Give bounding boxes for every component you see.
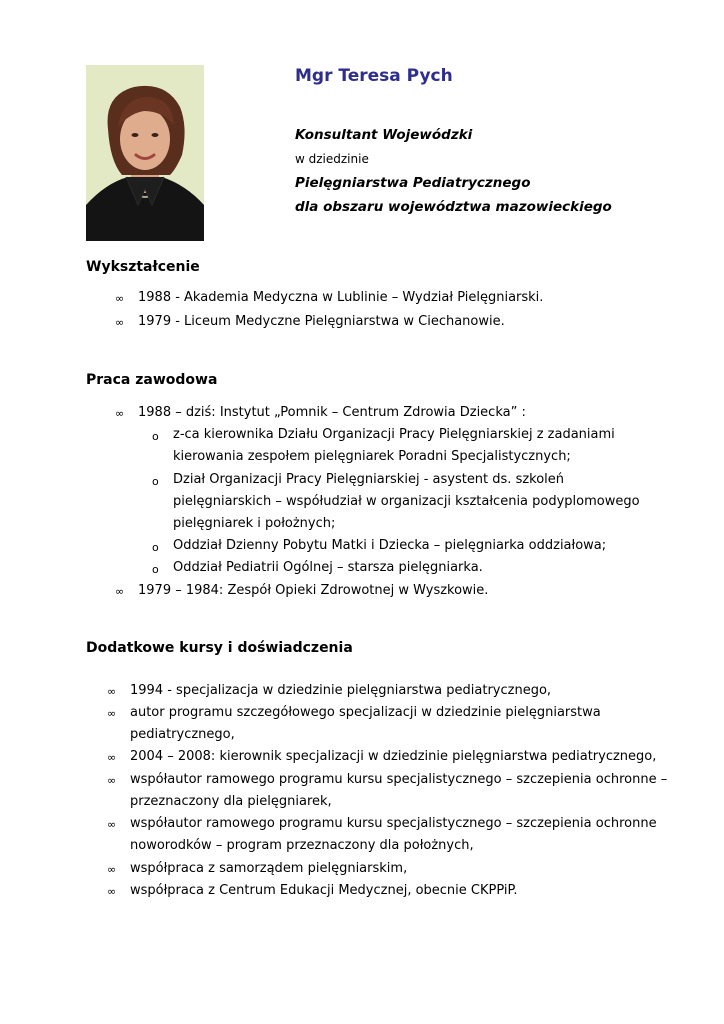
role-field-prefix: w dziedzinie [295, 152, 369, 166]
list-item: 1994 - specjalizacja w dziedzinie pielęgniarstwa pediatrycznego, [130, 683, 552, 698]
list-item-continued: przeznaczony dla pielęgniarek, [130, 794, 332, 809]
list-item: współautor ramowego programu kursu specjalistycznego – szczepienia ochronne – [130, 772, 668, 787]
circle-bullet-icon: o [152, 541, 159, 554]
infinity-bullet-icon: ∞ [115, 407, 125, 420]
infinity-bullet-icon: ∞ [107, 885, 117, 898]
circle-bullet-icon: o [152, 563, 159, 576]
list-item: 1988 - Akademia Medyczna w Lublinie – Wydział Pielęgniarski. [138, 290, 544, 305]
infinity-bullet-icon: ∞ [115, 585, 125, 598]
infinity-bullet-icon: ∞ [107, 863, 117, 876]
sub-list-item: Dział Organizacji Pracy Pielęgniarskiej - asystent ds. szkoleń [173, 472, 565, 487]
infinity-bullet-icon: ∞ [115, 316, 125, 329]
infinity-bullet-icon: ∞ [115, 292, 125, 305]
infinity-bullet-icon: ∞ [107, 707, 117, 720]
sub-list-item: Oddział Dzienny Pobytu Matki i Dziecka – pielęgniarka oddziałowa; [173, 538, 607, 553]
work-heading: Praca zawodowa [86, 372, 218, 388]
list-item: współautor ramowego programu kursu specjalistycznego – szczepienia ochronne [130, 816, 657, 831]
education-heading: Wykształcenie [86, 259, 200, 275]
infinity-bullet-icon: ∞ [107, 774, 117, 787]
list-item: 1979 – 1984: Zespół Opieki Zdrowotnej w Wyszkowie. [138, 583, 489, 598]
list-item-continued: pediatrycznego, [130, 727, 235, 742]
list-item-continued: noworodków – program przeznaczony dla położnych, [130, 838, 474, 853]
role-title: Konsultant Wojewódzki [295, 127, 473, 143]
list-item: współpraca z samorządem pielęgniarskim, [130, 861, 408, 876]
sub-list-item-continued: pielęgniarek i położnych; [173, 516, 336, 531]
courses-heading: Dodatkowe kursy i doświadczenia [86, 640, 353, 656]
sub-list-item: z-ca kierownika Działu Organizacji Pracy Pielęgniarskiej z zadaniami [173, 427, 615, 442]
list-item: 1988 – dziś: Instytut „Pomnik – Centrum Zdrowia Dziecka” : [138, 405, 526, 420]
sub-list-item-continued: pielęgniarskich – współudział w organizacji kształcenia podyplomowego [173, 494, 640, 509]
infinity-bullet-icon: ∞ [107, 751, 117, 764]
person-name: Mgr Teresa Pych [295, 66, 453, 86]
sub-list-item: Oddział Pediatrii Ogólnej – starsza pielęgniarka. [173, 560, 483, 575]
list-item: 2004 – 2008: kierownik specjalizacji w dziedzinie pielęgniarstwa pediatrycznego, [130, 749, 657, 764]
role-area: dla obszaru województwa mazowieckiego [295, 199, 612, 215]
portrait-photo [86, 65, 204, 241]
list-item: autor programu szczegółowego specjalizacji w dziedzinie pielęgniarstwa [130, 705, 601, 720]
circle-bullet-icon: o [152, 430, 159, 443]
sub-list-item-continued: kierowania zespołem pielęgniarek Poradni Specjalistycznych; [173, 449, 571, 464]
list-item: współpraca z Centrum Edukacji Medycznej, obecnie CKPPiP. [130, 883, 518, 898]
infinity-bullet-icon: ∞ [107, 818, 117, 831]
list-item: 1979 - Liceum Medyczne Pielęgniarstwa w Ciechanowie. [138, 314, 505, 329]
infinity-bullet-icon: ∞ [107, 685, 117, 698]
circle-bullet-icon: o [152, 475, 159, 488]
role-field: Pielęgniarstwa Pediatrycznego [295, 175, 531, 191]
